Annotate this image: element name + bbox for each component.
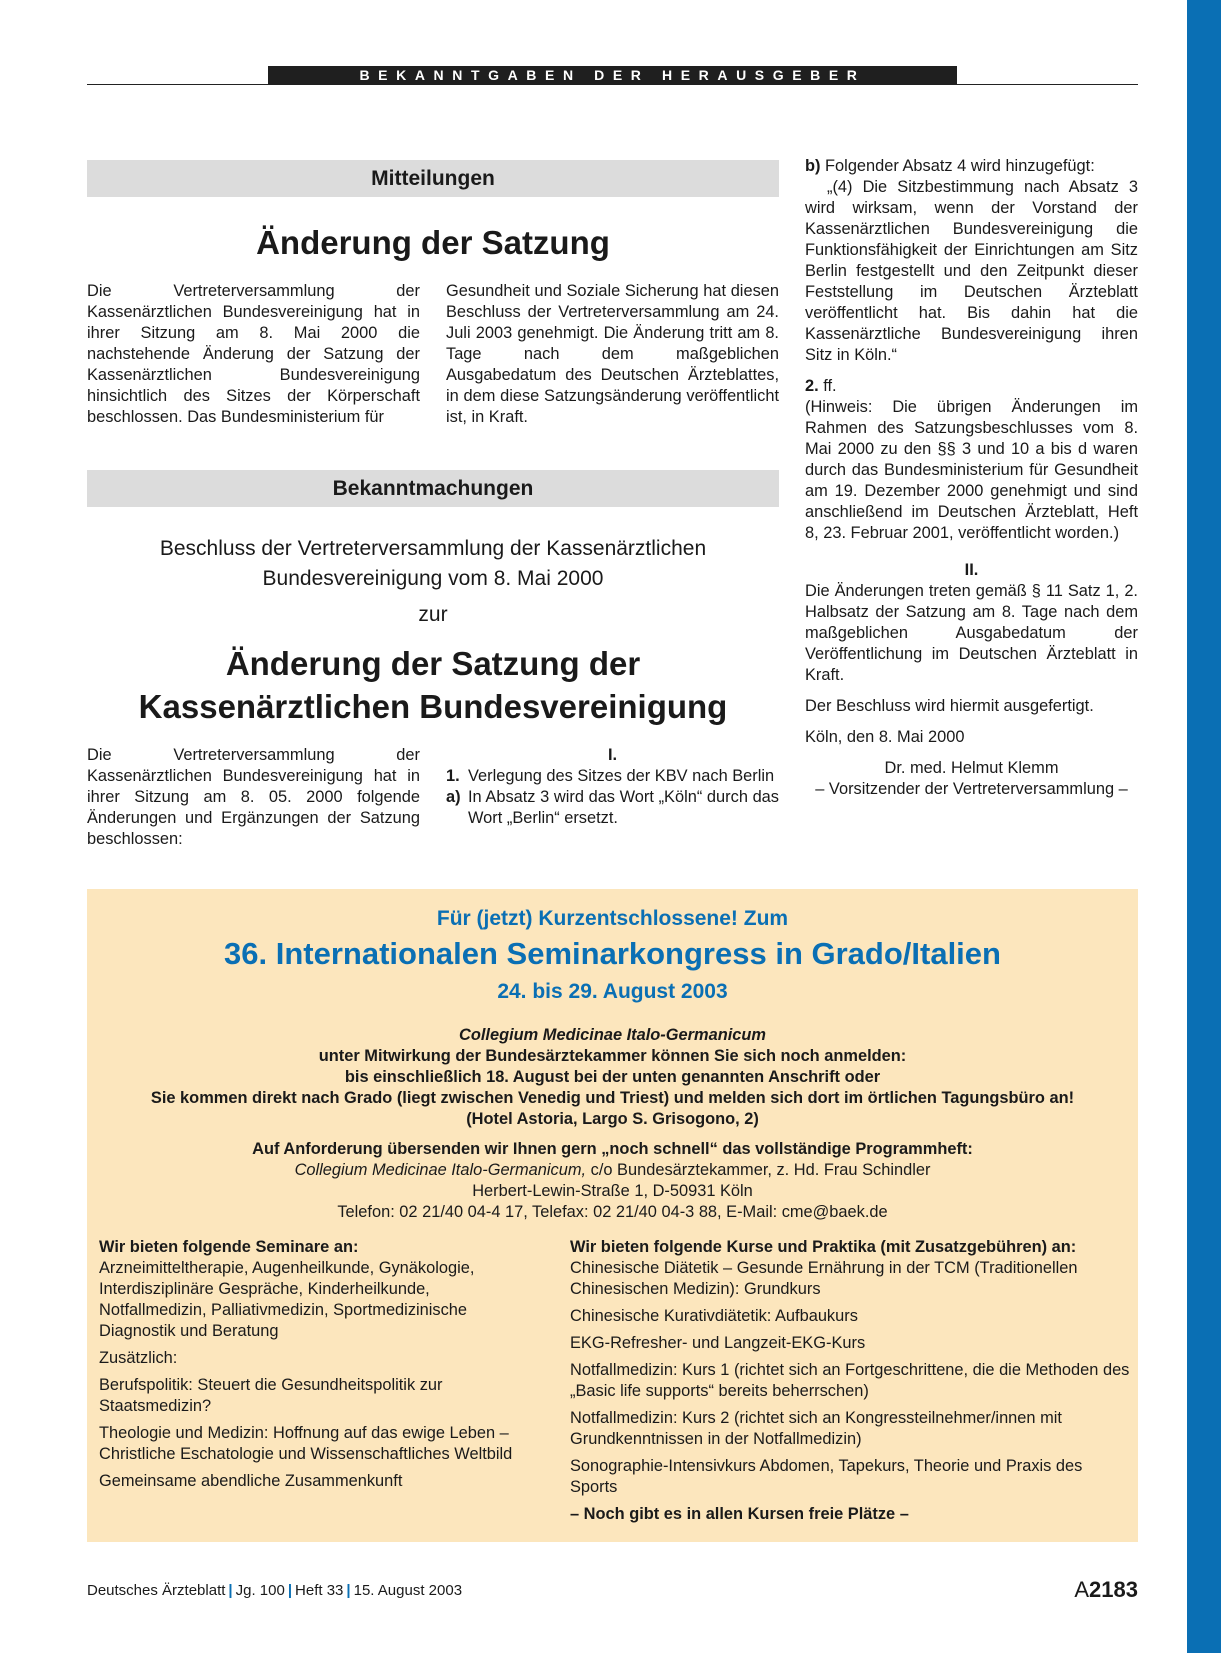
hinweis-text: (Hinweis: Die übrigen Änderungen im Rahmen des Satzungsbeschlusses vom 8. Mai 2000 zu den §§ 3 und 10 a bis d waren durch das Bundesministerium für Gesundheit am 19. Dezember 2000 genehmigt und sind anschließend im Deutschen Ärzteblatt, Heft 8, 23. Februar 2001, veröffentlicht worden.) <box>805 398 1138 542</box>
mitteilungen-left-text: Die Vertreterversammlung der Kassenärztlichen Bundesvereinigung hat in ihrer Sitzung am 8. Mai 2000 die nachstehende Änderung der Satzung der Kassenärztlichen Bundesvereinigung hinsichtlich des Sitzes der Körperschaft beschlossen. Das Bundesministerium für <box>87 282 420 426</box>
item-a <box>446 787 779 829</box>
ad-programm-request: Auf Anforderung übersenden wir Ihnen gern „noch schnell“ das vollständige Programmheft: <box>252 1140 973 1158</box>
kurs-item: Notfallmedizin: Kurs 1 (richtet sich an Fortgeschrittene, die die Methoden des „Basic life supports“ bereits beherrschen) <box>570 1361 1130 1400</box>
item-2-number: 2. <box>805 377 819 395</box>
item-b-label: b) <box>805 157 821 175</box>
beschluss-subtitle <box>87 534 779 630</box>
page-number-value: 2183 <box>1089 1577 1138 1602</box>
seminar-advertisement <box>87 889 1138 1542</box>
seminare-list: Arzneimitteltherapie, Augenheilkunde, Gynäkologie, Interdisziplinäre Gespräche, Kinderheilkunde, Notfallmedizin, Palliativmedizin, Sportmedizinische Diagnostik und Beratung <box>99 1259 475 1340</box>
item-1 <box>446 766 779 787</box>
zusaetzlich-label: Zusätzlich: <box>99 1349 178 1367</box>
mitteilungen-title: Änderung der Satzung <box>256 224 610 261</box>
right-column <box>805 156 1138 800</box>
ad-dates: 24. bis 29. August 2003 <box>497 980 728 1003</box>
kurse-note: – Noch gibt es in allen Kursen freie Plätze – <box>570 1505 909 1523</box>
item-2-text: ff. <box>823 377 837 395</box>
ad-title: 36. Internationalen Seminarkongress in Grado/Italien <box>224 936 1001 971</box>
kurs-item: Chinesische Diätetik – Gesunde Ernährung in der TCM (Traditionellen Chinesischen Medizin): Grundkurs <box>570 1259 1078 1298</box>
extra-zusammenkunft: Gemeinsame abendliche Zusammenkunft <box>99 1472 403 1490</box>
roman-one-heading: I. <box>607 746 618 764</box>
section-header: BEKANNTGABEN DER HERAUSGEBER <box>268 66 957 85</box>
signer-name: Dr. med. Helmut Klemm <box>884 759 1059 777</box>
place-date: Köln, den 8. Mai 2000 <box>805 728 965 746</box>
satzung-title-line1: Änderung der Satzung der <box>225 645 641 682</box>
item-b-text: Folgender Absatz 4 wird hinzugefügt: <box>825 157 1095 175</box>
roman-two-heading: II. <box>964 561 979 579</box>
ad-address-org: Collegium Medicinae Italo-Germanicum, <box>294 1161 587 1179</box>
issue: Heft 33 <box>295 1582 344 1599</box>
extra-berufspolitik: Berufspolitik: Steuert die Gesundheitspolitik zur Staatsmedizin? <box>99 1376 443 1415</box>
kurse-heading: Wir bieten folgende Kurse und Praktika (mit Zusatzgebühren) an: <box>570 1238 1077 1256</box>
kurs-item: Notfallmedizin: Kurs 2 (richtet sich an Kongressteilnehmer/innen mit Grundkenntnissen in der Notfallmedizin) <box>570 1409 1062 1448</box>
mitteilungen-bar: Mitteilungen <box>87 160 779 197</box>
section-one <box>446 745 779 829</box>
ad-address-rest: c/o Bundesärztekammer, z. Hd. Frau Schindler <box>586 1161 931 1179</box>
ad-line3: Sie kommen direkt nach Grado (liegt zwischen Venedig und Triest) und melden sich dort im örtlichen Tagungsbüro an! <box>150 1089 1075 1107</box>
ad-contact: Telefon: 02 21/40 04-4 17, Telefax: 02 21/40 04-3 88, E-Mail: cme@baek.de <box>337 1203 888 1221</box>
volume: Jg. 100 <box>235 1582 285 1599</box>
kurs-item: Chinesische Kurativdiätetik: Aufbaukurs <box>570 1307 858 1325</box>
item-1-number: 1. <box>446 767 460 785</box>
page-footer <box>87 1582 462 1599</box>
kurs-item: EKG-Refresher- und Langzeit-EKG-Kurs <box>570 1334 866 1352</box>
zur-label: zur <box>418 603 448 626</box>
journal-name: Deutsches Ärzteblatt <box>87 1582 226 1599</box>
beschluss-subtitle-line2: Bundesvereinigung vom 8. Mai 2000 <box>262 567 604 590</box>
satzung-title-line2: Kassenärztlichen Bundesvereinigung <box>138 688 728 725</box>
footer-separator: | <box>228 1582 233 1599</box>
footer-separator: | <box>346 1582 351 1599</box>
item-2 <box>805 376 1138 397</box>
inkraft-text: Die Änderungen treten gemäß § 11 Satz 1, 2. Halbsatz der Satzung am 8. Tage nach dem maßgeblichen Ausgabedatum der Veröffentlichung im Deutschen Ärzteblatt in Kraft. <box>805 582 1138 684</box>
ad-line1: unter Mitwirkung der Bundesärztekammer können Sie sich noch anmelden: <box>318 1047 907 1065</box>
issue-date: 15. August 2003 <box>353 1582 463 1599</box>
ad-address-line1 <box>87 1160 1138 1181</box>
item-1-text: Verlegung des Sitzes der KBV nach Berlin <box>468 767 775 785</box>
beschluss-intro-text: Die Vertreterversammlung der Kassenärztlichen Bundesvereinigung hat in ihrer Sitzung am 8. 05. 2000 folgende Änderungen und Ergänzungen der Satzung beschlossen: <box>87 746 420 848</box>
extra-theologie: Theologie und Medizin: Hoffnung auf das ewige Leben – Christliche Eschatologie und Wissenschaftliches Weltbild <box>99 1424 513 1463</box>
page-prefix: A <box>1074 1577 1090 1602</box>
right-edge-bar <box>1187 0 1221 1653</box>
signer-role: – Vorsitzender der Vertreterversammlung – <box>815 780 1128 798</box>
ausgefertigt-text: Der Beschluss wird hiermit ausgefertigt. <box>805 697 1094 715</box>
beschluss-subtitle-line1: Beschluss der Vertreterversammlung der Kassenärztlichen <box>159 537 707 560</box>
bekanntmachungen-bar: Bekanntmachungen <box>87 470 779 507</box>
seminare-heading: Wir bieten folgende Seminare an: <box>99 1238 359 1256</box>
ad-organizer: Collegium Medicinae Italo-Germanicum <box>459 1026 766 1044</box>
ad-line2: bis einschließlich 18. August bei der unten genannten Anschrift oder <box>344 1068 881 1086</box>
absatz-4-quote: „(4) Die Sitzbestimmung nach Absatz 3 wird wirksam, wenn der Vorstand der Kassenärztlichen Bundesvereinigung die Funktionsfähigkeit der Einrichtungen am Sitz Berlin festgestellt und den Zeitpunkt dieser Feststellung im Deutschen Ärzteblatt veröffentlicht hat. Bis dahin hat die Kassenärztliche Bundesvereinigung ihren Sitz in Köln.“ <box>805 178 1138 364</box>
ad-kicker: Für (jetzt) Kurzentschlossene! Zum <box>436 907 789 930</box>
kurs-item: Sonographie-Intensivkurs Abdomen, Tapekurs, Theorie und Praxis des Sports <box>570 1457 1083 1496</box>
seminare-column <box>99 1237 529 1498</box>
item-a-label: a) <box>446 788 461 806</box>
footer-separator: | <box>287 1582 293 1599</box>
item-a-text: In Absatz 3 wird das Wort „Köln“ durch das Wort „Berlin“ ersetzt. <box>468 788 779 827</box>
page-number <box>1074 1577 1138 1603</box>
ad-address-line2: Herbert-Lewin-Straße 1, D-50931 Köln <box>472 1182 753 1200</box>
item-b <box>805 156 1138 177</box>
mitteilungen-right-text: Gesundheit und Soziale Sicherung hat diesen Beschluss der Vertreterversammlung am 24. Juli 2003 genehmigt. Die Änderung tritt am 8. Tage nach dem maßgeblichen Ausgabedatum des Deutschen Ärzteblattes, in dem diese Satzungsänderung veröffentlicht ist, in Kraft. <box>446 282 779 426</box>
kurse-column <box>570 1237 1130 1525</box>
ad-line4: (Hotel Astoria, Largo S. Grisogono, 2) <box>466 1110 759 1128</box>
